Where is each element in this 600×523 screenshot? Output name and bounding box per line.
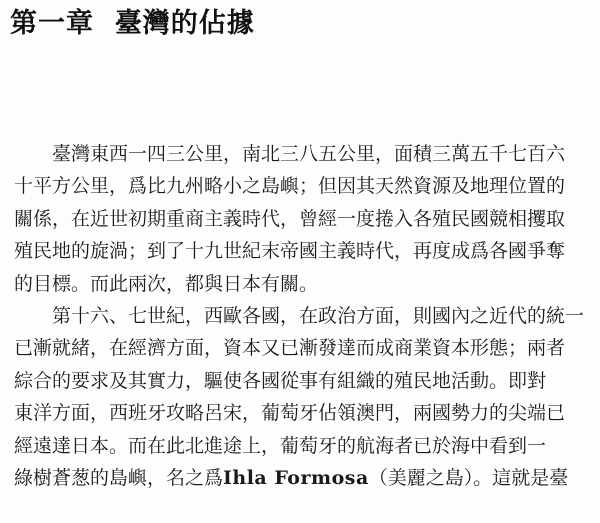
text-line (14, 462, 584, 494)
text-line: 殖民地的旋渦；到了十九世紀末帝國主義時代，再度成爲各國爭奪 (14, 240, 566, 263)
chapter-number: 第一章 (10, 8, 94, 39)
chapter-body (14, 138, 584, 494)
text-line: 的目標。而此兩次，都與日本有關。 (14, 272, 319, 295)
text-line: 第十六、七世紀，西歐各國，在政治方面，則國內之近代的統一 (52, 304, 584, 327)
text-line: 經遠達日本。而在此北進途上，葡萄牙的航海者已於海中看到一 (14, 434, 547, 457)
text-line: 綜合的要求及其實力，驅使各國從事有組織的殖民地活動。即對 (14, 369, 547, 392)
text-line: 東洋方面，西班牙攻略呂宋，葡萄牙佔領澳門，兩國勢力的尖端已 (14, 402, 566, 425)
text-line: 臺灣東西一四三公里，南北三八五公里，面積三萬五千七百六 (52, 143, 566, 165)
text-line: 關係，在近世初期重商主義時代，曾經一度捲入各殖民國競相攫取 (14, 207, 566, 230)
text-segment: 綠樹蒼葱的島嶼，名之爲 (14, 466, 224, 489)
text-segment: （美麗之島）。這就是臺 (368, 466, 569, 489)
chapter-heading (10, 6, 255, 42)
text-line: 已漸就緒，在經濟方面，資本又已漸發達而成商業資本形態；兩者 (14, 337, 566, 360)
latin-name: Ihla Formosa (223, 466, 369, 489)
text-line: 十平方公里，爲比九州略小之島嶼；但因其天然資源及地理位置的 (14, 175, 566, 198)
chapter-heading-gap (94, 8, 115, 39)
chapter-title: 臺灣的佔據 (114, 8, 255, 39)
